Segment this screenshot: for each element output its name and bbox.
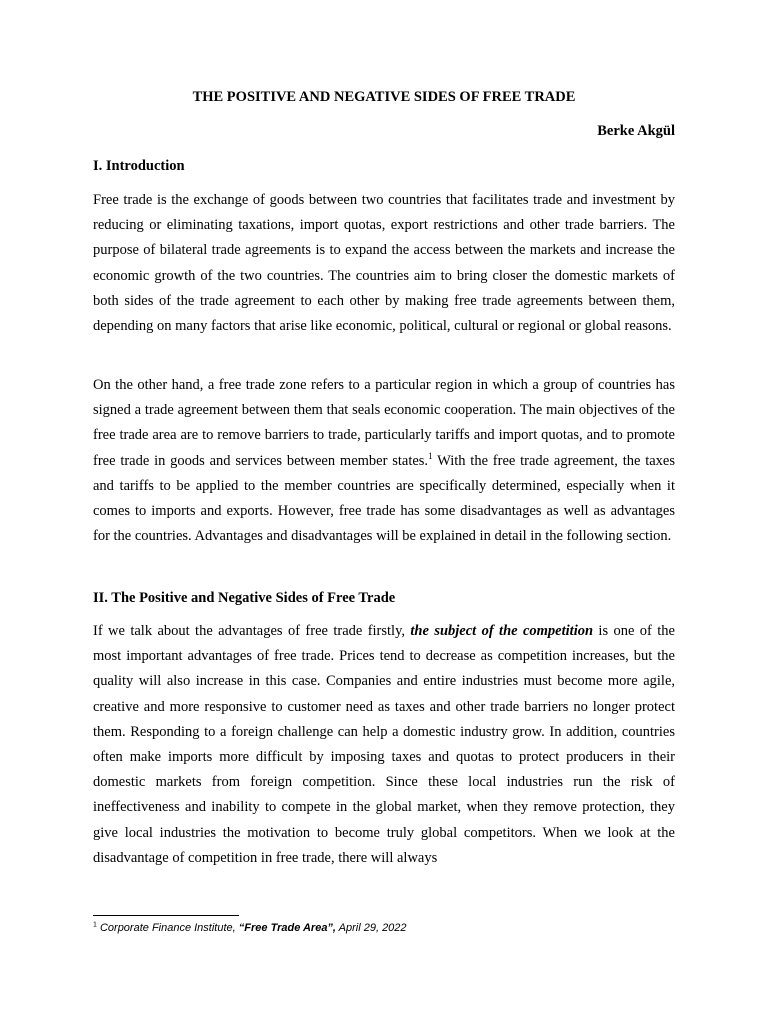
paragraph-text: is one of the most important advantages of free trade. Prices tend to decrease as competition increases, but the quality will also increase in this case. Companies and entire industries must become more agile, creative and more responsive to customer need as taxes and other trade barriers no longer protect them. Responding to a foreign challenge can help a domestic industry grow. In addition, countries often make imports more difficult by imposing taxes and quotas to protect producers in their domestic markets from foreign competition. Since these local industries run the risk of ineffectiveness and inability to compete in the global market, when they remove protection, they give local industries the motivation to become truly global competitors. When we look at the disadvantage of competition in free trade, there will always bbox=[93, 623, 675, 866]
footnote bbox=[93, 920, 675, 936]
paragraph-text: On the other hand, a free trade zone refers to a particular region in which a group of countries has signed a trade agreement between them that seals economic cooperation. The main objectives of the free trade area are to remove barriers to trade, particularly tariffs and import quotas, and to promote free trade in goods and services between member states. bbox=[93, 377, 675, 469]
footnote-separator bbox=[93, 915, 239, 916]
author-name: Berke Akgül bbox=[597, 123, 675, 139]
paragraph-introduction-1: Free trade is the exchange of goods between two countries that facilitates trade and investment by reducing or eliminating taxations, import quotas, export restrictions and other trade barriers. The purpose of bilateral trade agreements is to expand the access between the markets and increase the economic growth of the two countries. The countries aim to bring closer the domestic markets of both sides of the trade agreement to each other by making free trade agreements between them, depending on many factors that arise like economic, political, cultural or regional or global reasons. bbox=[93, 192, 675, 335]
footnote-mark: 1 bbox=[93, 921, 97, 929]
footnote-date: April 29, 2022 bbox=[338, 922, 407, 934]
footnote-reference: 1 bbox=[428, 450, 433, 461]
paragraph-advantages-1 bbox=[93, 619, 675, 871]
paragraph-text: If we talk about the advantages of free trade firstly, bbox=[93, 623, 411, 639]
footnote-title: “Free Trade Area”, bbox=[238, 922, 336, 934]
section-heading-positive-negative: II. The Positive and Negative Sides of Free Trade bbox=[93, 590, 396, 606]
footnote-source: Corporate Finance Institute, bbox=[99, 922, 236, 934]
section-heading-introduction: I. Introduction bbox=[93, 158, 185, 174]
document-title: THE POSITIVE AND NEGATIVE SIDES OF FREE TRADE bbox=[192, 89, 576, 105]
emphasized-phrase: the subject of the competition bbox=[410, 623, 594, 639]
paragraph-text: With the free trade agreement, the taxes and tariffs to be applied to the member countries are specifically determined, especially when it comes to imports and exports. However, free trade has some disadvantages as well as advantages for the countries. Advantages and disadvantages will be explained in detail in the following section. bbox=[93, 452, 675, 545]
paragraph-introduction-2 bbox=[93, 373, 675, 549]
